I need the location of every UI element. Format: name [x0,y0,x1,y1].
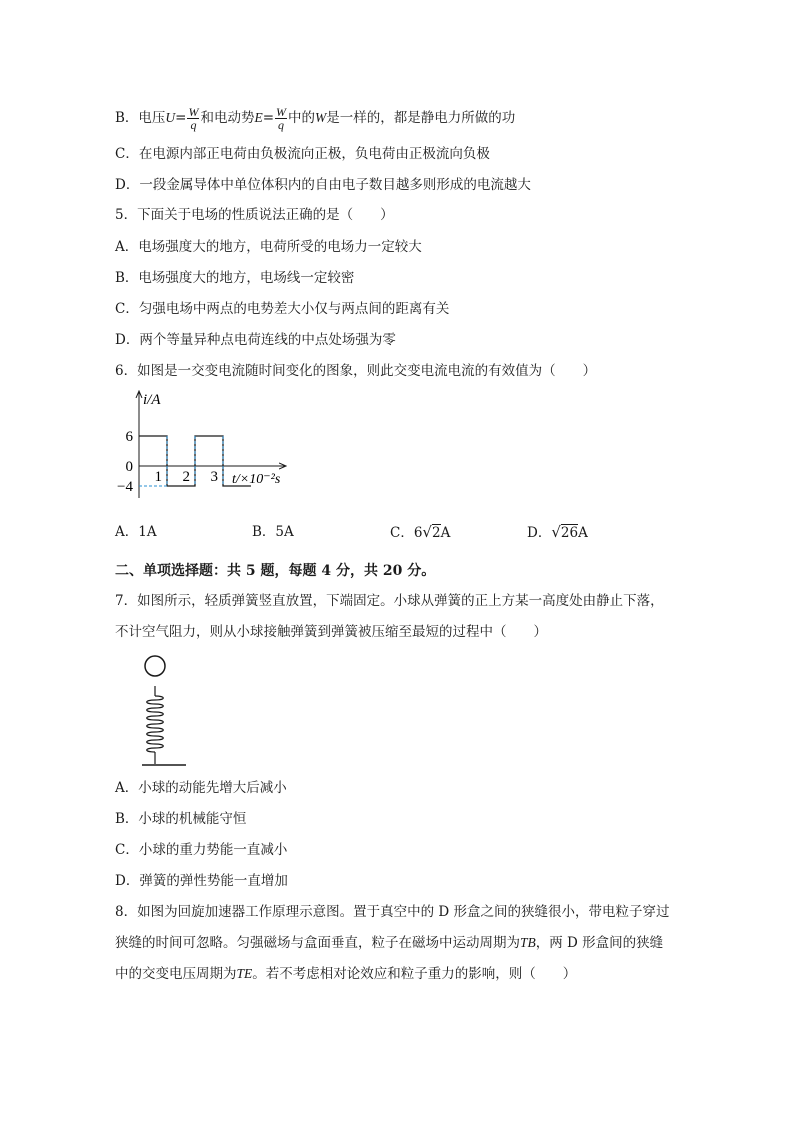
x-tick-label: 2 [182,469,190,485]
x-axis-label: t/×10⁻²s [232,472,281,487]
q5-stem: 5．下面关于电场的性质说法正确的是（ ） [115,207,394,223]
y-tick-label: 6 [125,429,133,445]
section-2-heading: 二、单项选择题：共 5 题，每题 4 分，共 20 分。 [115,563,436,579]
fraction-w-over-q-2: $\frac{W}{q}$ [276,105,287,132]
q6-option-a[interactable]: A．1A [115,524,157,540]
q6-stem: 6．如图是一交变电流随时间变化的图象，则此交变电流电流的有效值为（ ） [115,363,597,379]
q6-option-d[interactable]: D．√26A [527,523,588,541]
q4-option-c[interactable]: C．在电源内部正电荷由负极流向正极，负电荷由正极流向负极 [115,146,490,162]
q4-option-b[interactable]: B．电压U= $\frac{W}{q}$ 和电动势E= $\frac{W}{q}$ 中的W是一样的，都是静电力所做的功 [115,105,516,132]
x-tick-label: 3 [210,469,218,485]
y-tick-label: 0 [125,459,133,475]
q6-option-c[interactable]: C．6√2A [390,523,451,541]
q7-option-c[interactable]: C．小球的重力势能一直减小 [115,842,288,858]
q7-stem-line-2: 不计空气阻力，则从小球接触弹簧到弹簧被压缩至最短的过程中（ ） [115,624,547,640]
q6-option-b[interactable]: B．5A [252,524,294,540]
x-tick-label: 1 [154,469,162,485]
q4-option-d[interactable]: D．一段金属导体中单位体积内的自由电子数目越多则形成的电流越大 [115,177,531,193]
q5-option-a[interactable]: A．电场强度大的地方，电荷所受的电场力一定较大 [115,239,422,255]
q7-option-b[interactable]: B．小球的机械能守恒 [115,811,247,827]
q5-option-c[interactable]: C．匀强电场中两点的电势差大小仅与两点间的距离有关 [115,301,450,317]
spring-coil [147,696,164,752]
q8-stem-line-3: 中的交变电压周期为TE。若不考虑相对论效应和粒子重力的影响，则（ ） [115,966,577,982]
fraction-w-over-q: $\frac{W}{q}$ [188,105,199,132]
q5-option-d[interactable]: D．两个等量异种点电荷连线的中点处场强为零 [115,332,396,348]
q7-stem-line-1: 7．如图所示，轻质弹簧竖直放置，下端固定。小球从弹簧的正上方某一高度处由静止下落， [115,593,664,609]
ball [145,656,165,676]
q8-stem-line-2: 狭缝的时间可忽略。匀强磁场与盒面垂直，粒子在磁场中运动周期为TB，两 D 形盒间的狭缝 [115,935,664,951]
q5-option-b[interactable]: B．电场强度大的地方，电场线一定较密 [115,270,355,286]
q7-option-a[interactable]: A．小球的动能先增大后减小 [115,780,287,796]
current-time-graph [115,388,315,506]
q8-stem-line-1: 8．如图为回旋加速器工作原理示意图。置于真空中的 D 形盒之间的狭缝很小，带电粒子穿过 [115,904,670,920]
y-axis-label: i/A [143,392,161,408]
ball-spring-figure [140,652,190,770]
q7-option-d[interactable]: D．弹簧的弹性势能一直增加 [115,873,288,889]
y-tick-label: −4 [117,479,133,495]
